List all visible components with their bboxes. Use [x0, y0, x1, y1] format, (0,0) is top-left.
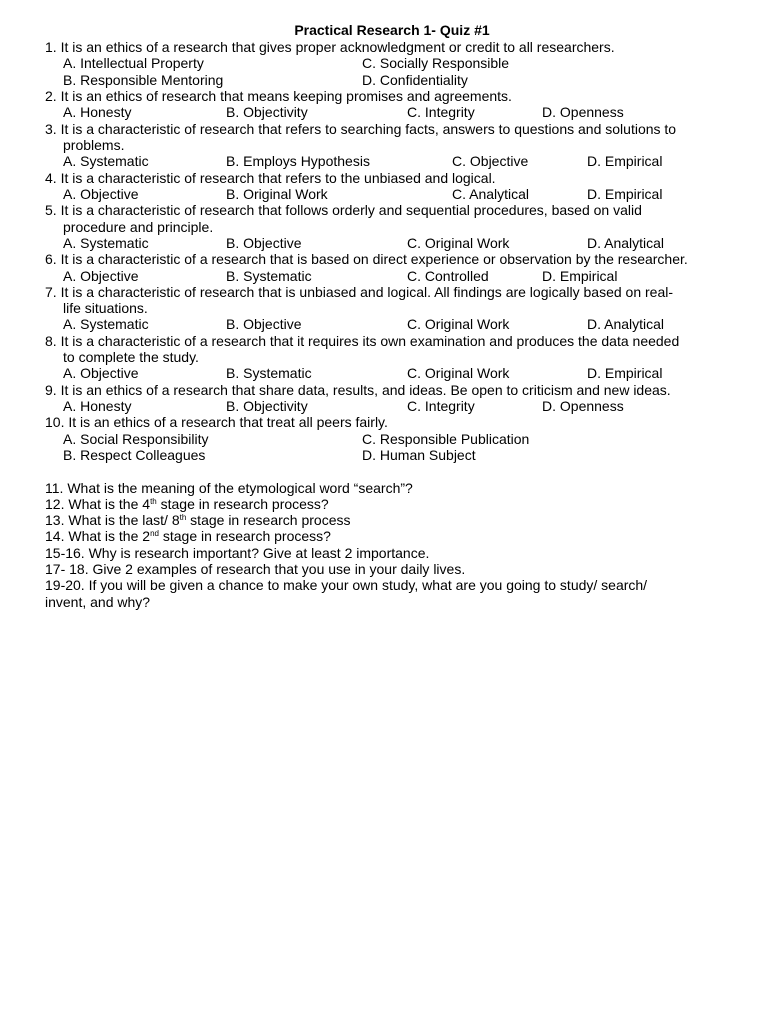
question-19-20-line-2: invent, and why? [45, 594, 151, 610]
question-5-option-c: C. Original Work [407, 235, 510, 251]
question-4-stem: 4. It is a characteristic of research that refers to the unbiased and logical. [45, 170, 496, 186]
question-3-option-d: D. Empirical [587, 153, 663, 169]
question-7-stem-line-2: life situations. [63, 300, 148, 316]
question-5-option-a: A. Systematic [63, 235, 149, 251]
question-2-option-d: D. Openness [542, 104, 624, 120]
question-14-superscript: nd [150, 529, 159, 538]
question-8-option-c: C. Original Work [407, 365, 510, 381]
question-3-option-c: C. Objective [452, 153, 529, 169]
question-13-superscript: th [179, 513, 187, 522]
question-8-stem-line-2: to complete the study. [63, 349, 199, 365]
question-8-stem-line-1: 8. It is a characteristic of a research that it requires its own examination and produces the data needed [45, 333, 680, 349]
question-5-option-b: B. Objective [226, 235, 302, 251]
question-10-stem: 10. It is an ethics of a research that treat all peers fairly. [45, 414, 388, 430]
question-6-option-a: A. Objective [63, 268, 139, 284]
question-6-option-c: C. Controlled [407, 268, 489, 284]
question-6-option-b: B. Systematic [226, 268, 312, 284]
question-14-text: 14. What is the 2 [45, 528, 151, 544]
question-6-option-d: D. Empirical [542, 268, 618, 284]
question-12-superscript: th [150, 497, 157, 506]
question-19-20-line-1: 19-20. If you will be given a chance to make your own study, what are you going to study/ search/ [45, 577, 648, 593]
question-3-option-a: A. Systematic [63, 153, 149, 169]
question-9-stem: 9. It is an ethics of a research that share data, results, and ideas. Be open to criticism and new ideas. [45, 382, 671, 398]
question-3-stem-line-2: problems. [63, 137, 125, 153]
question-8-option-a: A. Objective [63, 365, 139, 381]
question-10-option-a: A. Social Responsibility [63, 431, 209, 447]
question-8-option-b: B. Systematic [226, 365, 312, 381]
question-13 [45, 512, 351, 528]
question-11: 11. What is the meaning of the etymological word “search”? [45, 480, 413, 496]
question-10-option-d: D. Human Subject [362, 447, 476, 463]
question-9-option-a: A. Honesty [63, 398, 132, 414]
question-5-stem-line-2: procedure and principle. [63, 219, 214, 235]
question-4-option-b: B. Original Work [226, 186, 328, 202]
question-8-option-d: D. Empirical [587, 365, 663, 381]
question-3-stem-line-1: 3. It is a characteristic of research that refers to searching facts, answers to questions and solutions to [45, 121, 677, 137]
question-1-option-a: A. Intellectual Property [63, 55, 204, 71]
question-12 [45, 496, 329, 512]
question-4-option-c: C. Analytical [452, 186, 530, 202]
question-3-option-b: B. Employs Hypothesis [226, 153, 370, 169]
question-15-16: 15-16. Why is research important? Give at least 2 importance. [45, 545, 430, 561]
question-7-option-c: C. Original Work [407, 316, 510, 332]
question-10-option-b: B. Respect Colleagues [63, 447, 206, 463]
question-5-stem-line-1: 5. It is a characteristic of research that follows orderly and sequential procedures, based on valid [45, 202, 642, 218]
question-2-option-a: A. Honesty [63, 104, 132, 120]
question-7-option-a: A. Systematic [63, 316, 149, 332]
question-6-stem: 6. It is a characteristic of a research that is based on direct experience or observation by the researcher. [45, 251, 688, 267]
question-7-option-d: D. Analytical [587, 316, 665, 332]
question-9-option-c: C. Integrity [407, 398, 475, 414]
question-17-18: 17- 18. Give 2 examples of research that you use in your daily lives. [45, 561, 466, 577]
question-13-text: 13. What is the last/ 8 [45, 512, 180, 528]
question-1-option-c: C. Socially Responsible [362, 55, 510, 71]
question-7-option-b: B. Objective [226, 316, 302, 332]
question-9-option-b: B. Objectivity [226, 398, 308, 414]
question-14 [45, 528, 331, 544]
question-1-option-b: B. Responsible Mentoring [63, 72, 224, 88]
question-2-stem: 2. It is an ethics of research that means keeping promises and agreements. [45, 88, 512, 104]
question-12-text: 12. What is the 4 [45, 496, 151, 512]
question-1-option-d: D. Confidentiality [362, 72, 468, 88]
question-12-text-end: stage in research process? [156, 496, 329, 512]
page-title: Practical Research 1- Quiz #1 [294, 22, 490, 38]
question-10-option-c: C. Responsible Publication [362, 431, 530, 447]
question-7-stem-line-1: 7. It is a characteristic of research that is unbiased and logical. All findings are logically based on real- [45, 284, 674, 300]
question-5-option-d: D. Analytical [587, 235, 665, 251]
question-1-stem: 1. It is an ethics of a research that gives proper acknowledgment or credit to all researchers. [45, 39, 615, 55]
question-14-text-end: stage in research process? [158, 528, 331, 544]
question-4-option-a: A. Objective [63, 186, 139, 202]
question-2-option-c: C. Integrity [407, 104, 475, 120]
question-9-option-d: D. Openness [542, 398, 624, 414]
question-4-option-d: D. Empirical [587, 186, 663, 202]
question-13-text-end: stage in research process [186, 512, 351, 528]
question-2-option-b: B. Objectivity [226, 104, 308, 120]
